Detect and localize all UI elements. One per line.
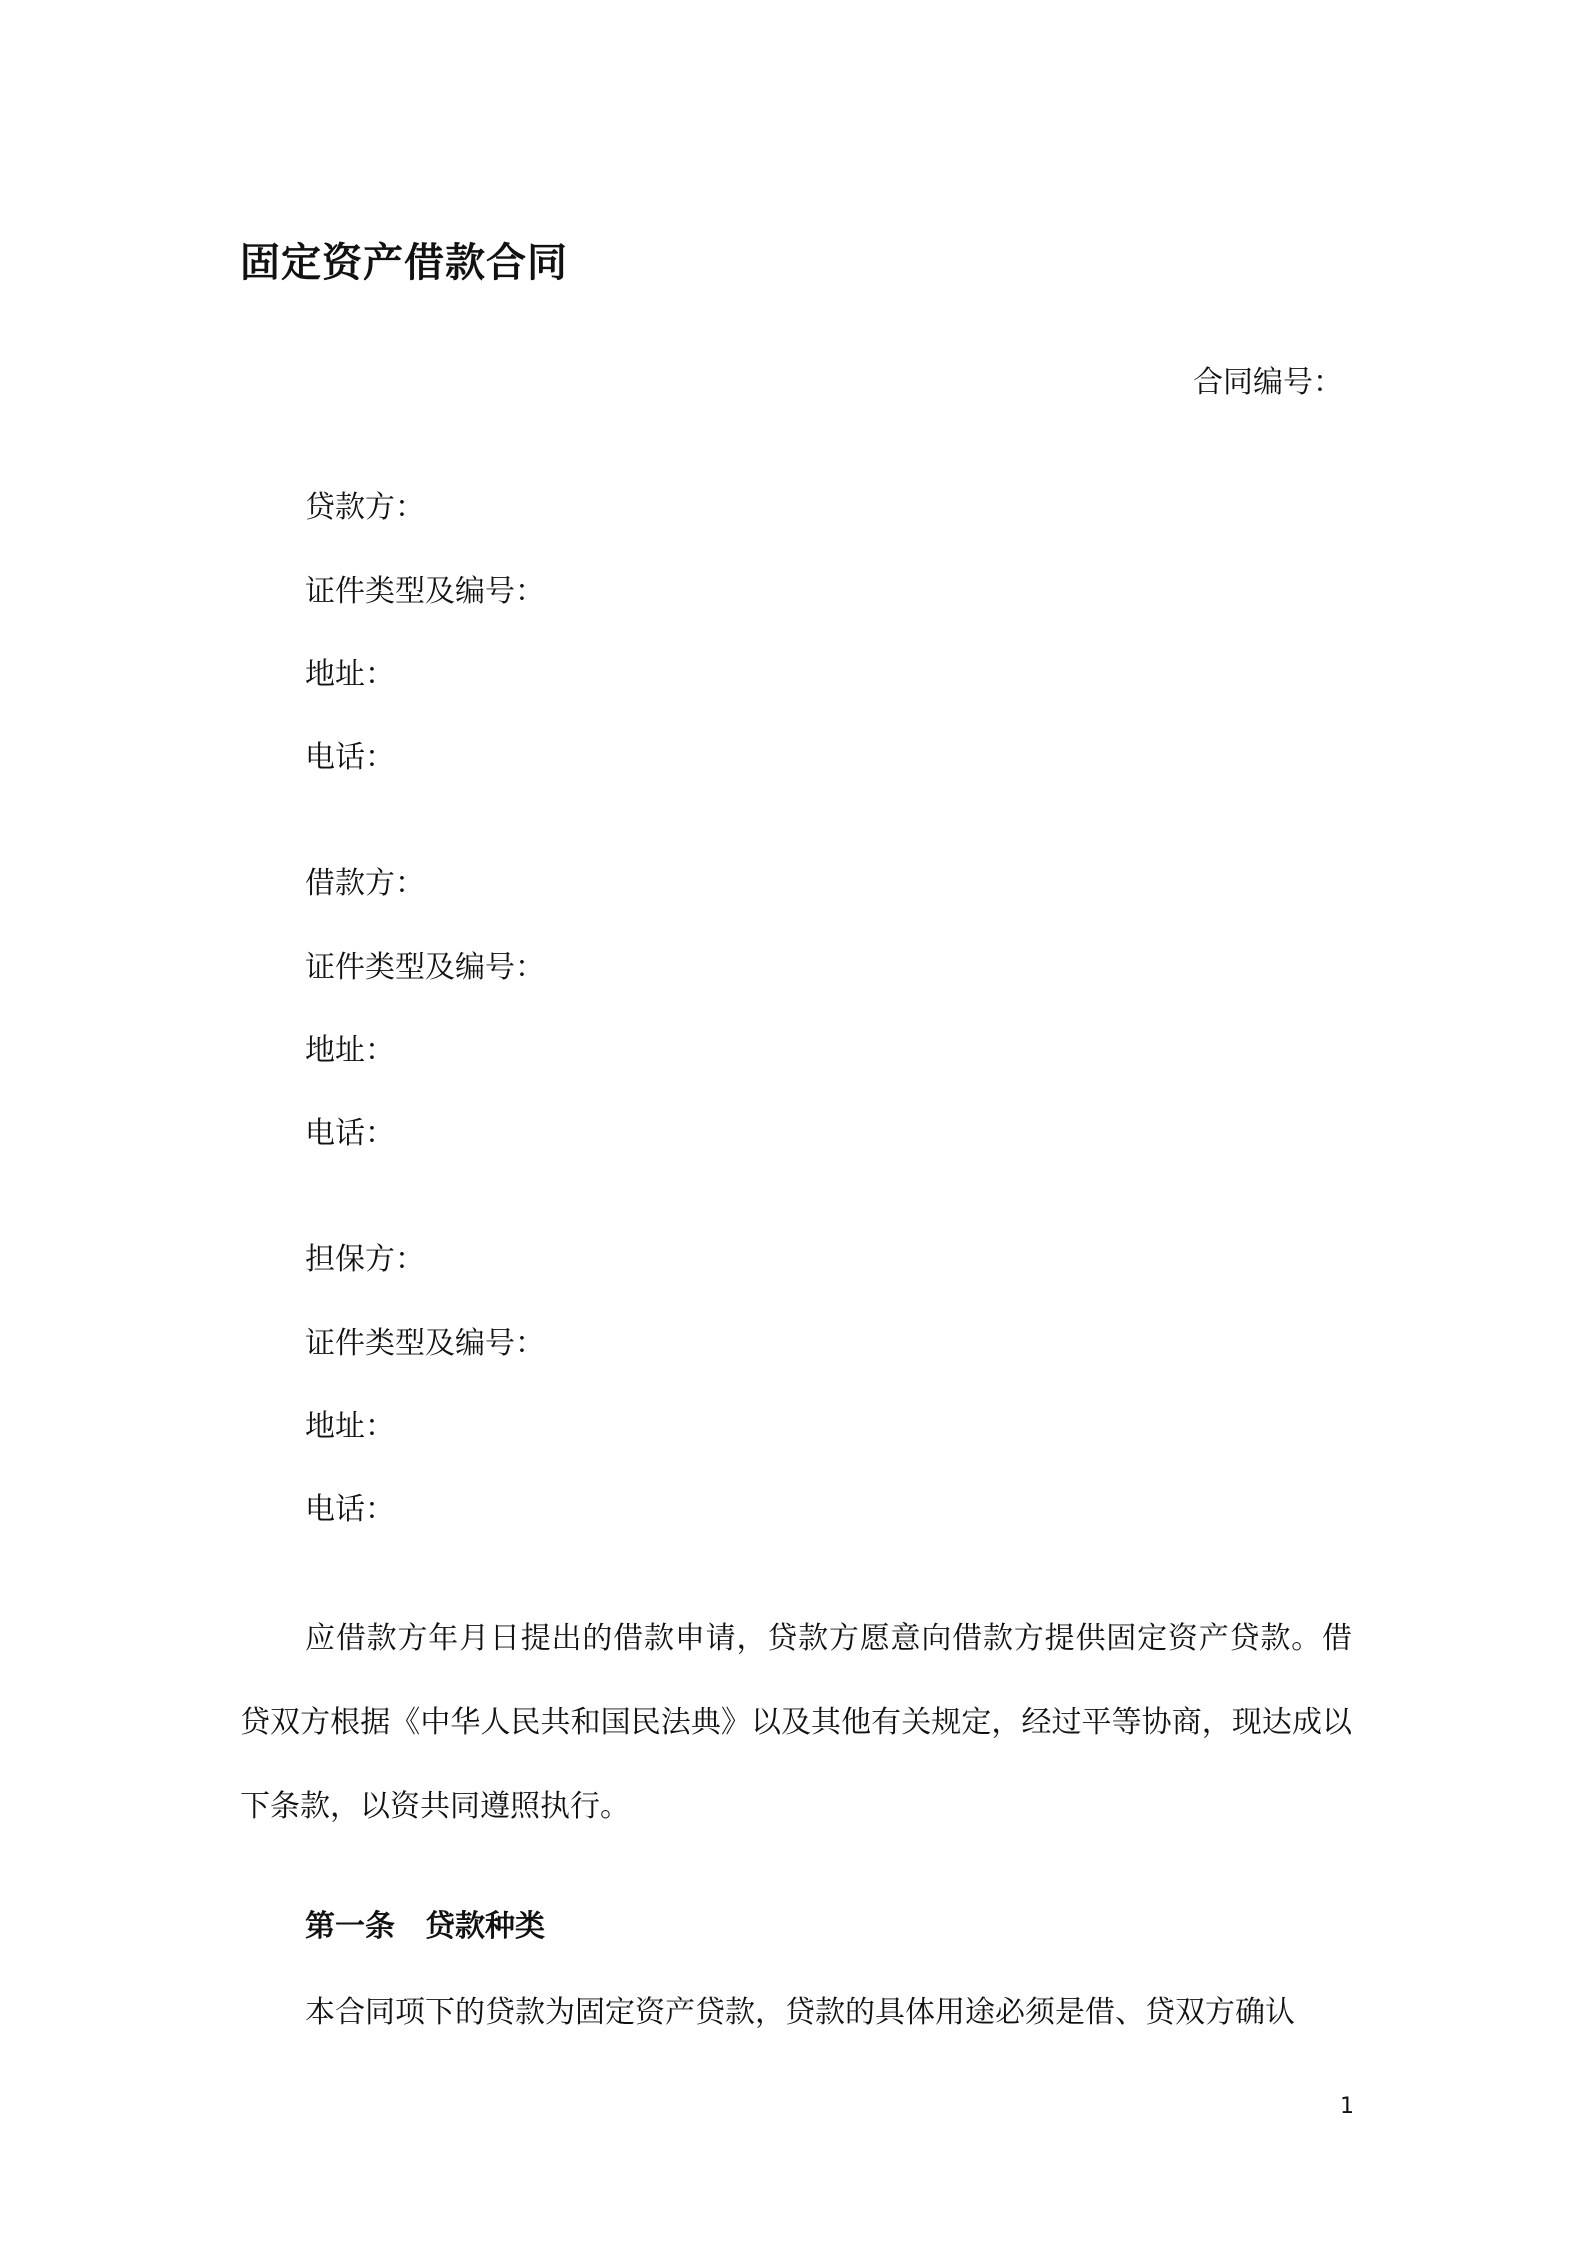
contract-number-label: 合同编号： [1193, 365, 1343, 400]
article-1-number: 第一条 [305, 1909, 395, 1944]
lender-name-label: 贷款方： [305, 490, 425, 525]
page-number: 1 [1340, 2094, 1354, 2119]
article-1-title: 贷款种类 [425, 1909, 545, 1944]
borrower-name-label: 借款方： [305, 866, 425, 901]
guarantor-phone-label: 电话： [305, 1492, 395, 1527]
borrower-id-label: 证件类型及编号： [305, 950, 545, 985]
guarantor-id-label: 证件类型及编号： [305, 1326, 545, 1361]
lender-address-label: 地址： [305, 657, 395, 692]
article-1-text: 本合同项下的贷款为固定资产贷款，贷款的具体用途必须是借、贷双方确认 [305, 1995, 1295, 2030]
borrower-address-label: 地址： [305, 1033, 395, 1068]
lender-id-label: 证件类型及编号： [305, 574, 545, 609]
guarantor-address-label: 地址： [305, 1409, 395, 1444]
document-title: 固定资产借款合同 [240, 240, 568, 286]
preamble-paragraph: 应借款方年月日提出的借款申请，贷款方愿意向借款方提供固定资产贷款。借贷双方根据《中华人民共和国民法典》以及其他有关规定，经过平等协商，现达成以下条款，以资共同遵照执行。 [240, 1621, 1352, 1824]
guarantor-name-label: 担保方： [305, 1242, 425, 1277]
lender-phone-label: 电话： [305, 740, 395, 775]
borrower-phone-label: 电话： [305, 1116, 395, 1151]
article-1-heading [305, 1907, 545, 1947]
